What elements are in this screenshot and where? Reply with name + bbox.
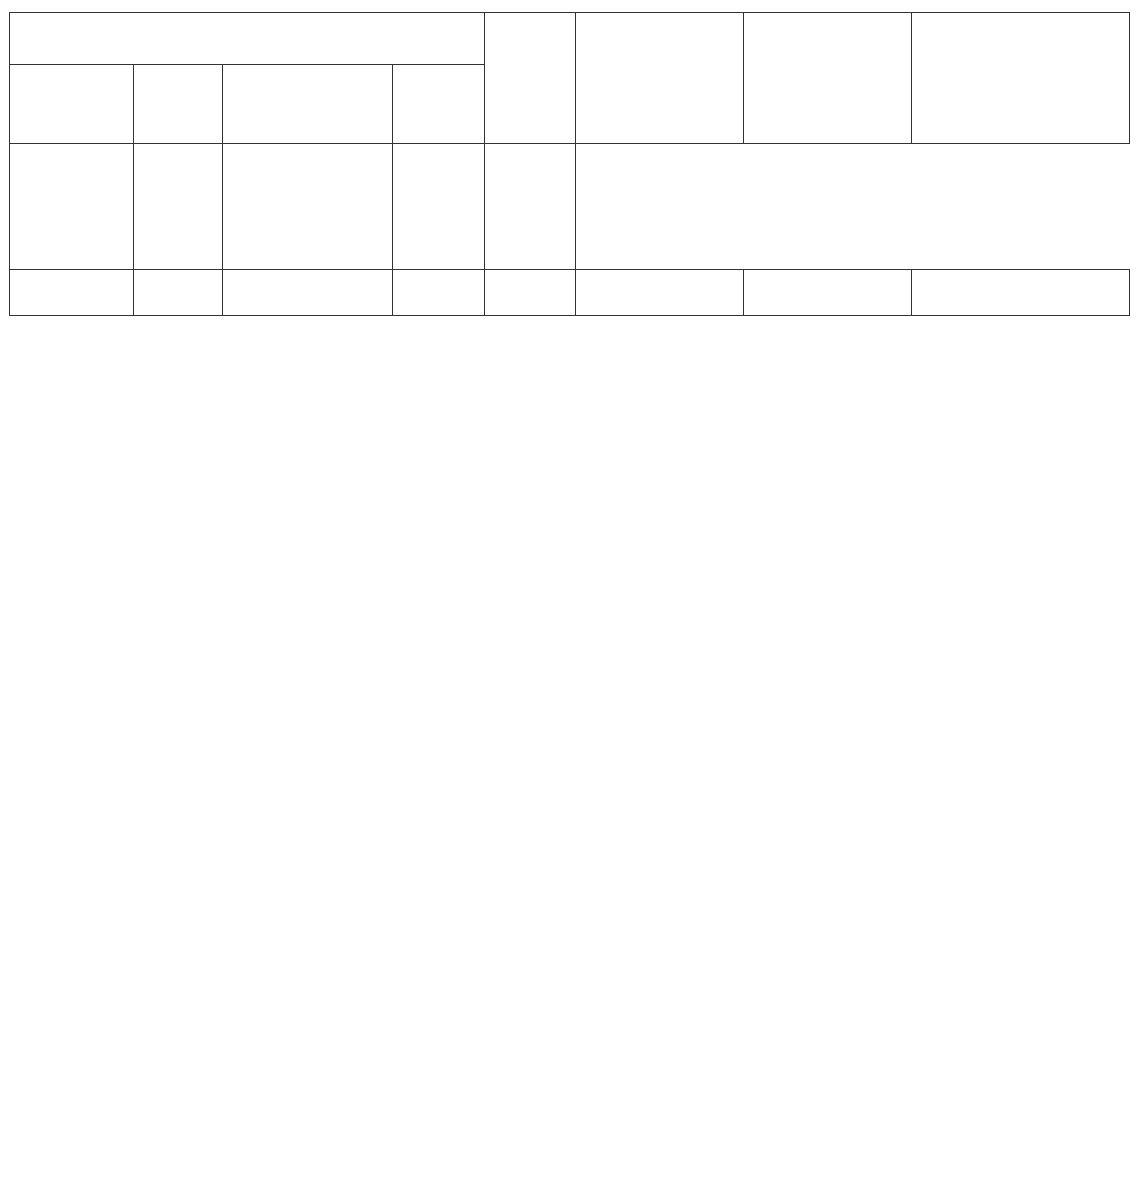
unit-area <box>10 270 134 316</box>
cable-spec-table <box>9 12 1130 316</box>
unit-mass <box>912 270 1130 316</box>
area-header-en <box>10 144 134 270</box>
structure-header-vi <box>134 65 223 144</box>
sheath-group-header <box>576 13 744 144</box>
unit-overall <box>744 270 912 316</box>
overall-group-header <box>744 13 912 144</box>
unit-resistance <box>393 270 485 316</box>
unit-structure <box>134 270 223 316</box>
insulation-header-vi <box>485 13 576 144</box>
unit-diameter <box>223 270 393 316</box>
resistance-header-vi <box>393 65 485 144</box>
diameter-header-en <box>223 144 393 270</box>
diameter-header-vi <box>223 65 393 144</box>
area-header-vi <box>10 65 134 144</box>
insulation-header-en <box>485 144 576 270</box>
structure-header-en <box>134 144 223 270</box>
unit-insulation <box>485 270 576 316</box>
units-row <box>10 270 1130 316</box>
mass-group-header <box>912 13 1130 144</box>
unit-sheath <box>576 270 744 316</box>
conductor-group-header <box>10 13 485 65</box>
resistance-header-en <box>393 144 485 270</box>
